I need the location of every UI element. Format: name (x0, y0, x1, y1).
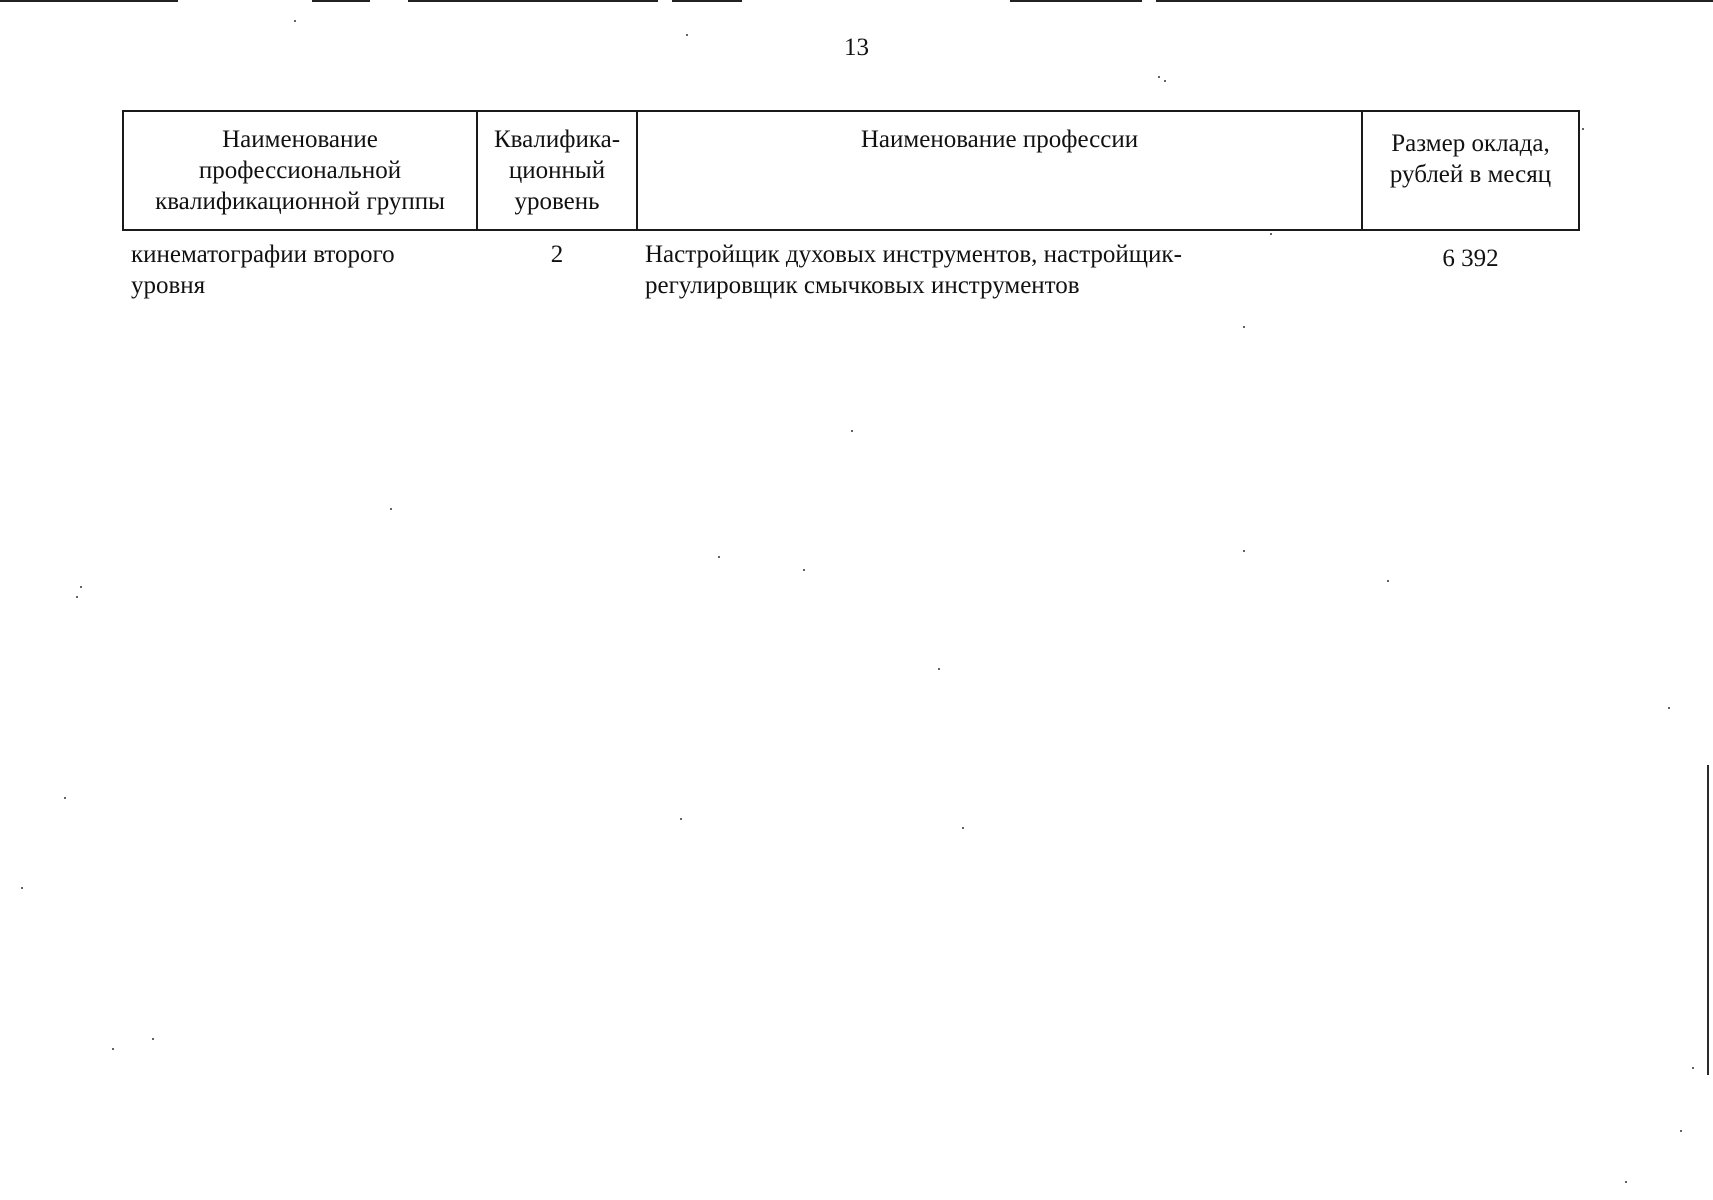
scan-speck (718, 556, 720, 558)
cell-group: кинематографии второго уровня (131, 241, 395, 299)
scan-speck (680, 818, 682, 820)
top-rule (0, 0, 178, 2)
scan-speck (1387, 580, 1389, 582)
scan-speck (1668, 707, 1670, 709)
table-header-row (123, 111, 1579, 230)
top-rule (312, 0, 370, 2)
scan-speck (152, 1038, 154, 1040)
scan-speck (1582, 128, 1584, 130)
top-rule (1010, 0, 1142, 2)
scan-speck (1270, 233, 1272, 235)
scan-speck (64, 797, 66, 799)
top-rule (1156, 0, 1713, 2)
top-rule (448, 0, 658, 2)
scan-speck (21, 887, 23, 889)
scan-speck (80, 586, 82, 588)
scan-speck (1692, 1067, 1694, 1069)
scan-speck (686, 34, 688, 36)
salary-table (122, 110, 1580, 305)
scan-speck (1164, 80, 1166, 82)
scan-speck (76, 596, 78, 598)
scan-speck (851, 430, 853, 432)
header-salary: Размер оклада, рублей в месяц (1362, 111, 1579, 230)
page-number (0, 34, 1713, 62)
top-rule (672, 0, 742, 2)
page-number-text: 13 (844, 34, 869, 61)
header-profession-name: Наименование профессии (637, 111, 1362, 230)
header-qualification-level: Квалифика-ционный уровень (477, 111, 637, 230)
scan-speck (1625, 1181, 1627, 1183)
table-row (123, 230, 1579, 305)
scan-speck (962, 827, 964, 829)
cell-level: 2 (550, 241, 564, 268)
scan-speck (112, 1048, 114, 1050)
cell-salary: 6 392 (1442, 245, 1499, 272)
scan-speck (803, 569, 805, 571)
scan-speck (1243, 550, 1245, 552)
scan-speck (294, 20, 296, 22)
scan-speck (1680, 1130, 1682, 1132)
scan-speck (1243, 326, 1245, 328)
scan-edge-line (1707, 765, 1709, 1075)
header-group-name: Наименование профессиональной квалификационной группы (123, 111, 477, 230)
scan-speck (938, 668, 940, 670)
scan-speck (390, 508, 392, 510)
scan-speck (1158, 76, 1160, 78)
cell-profession: Настройщик духовых инструментов, настройщик-регулировщик смычковых инструментов (645, 241, 1182, 299)
